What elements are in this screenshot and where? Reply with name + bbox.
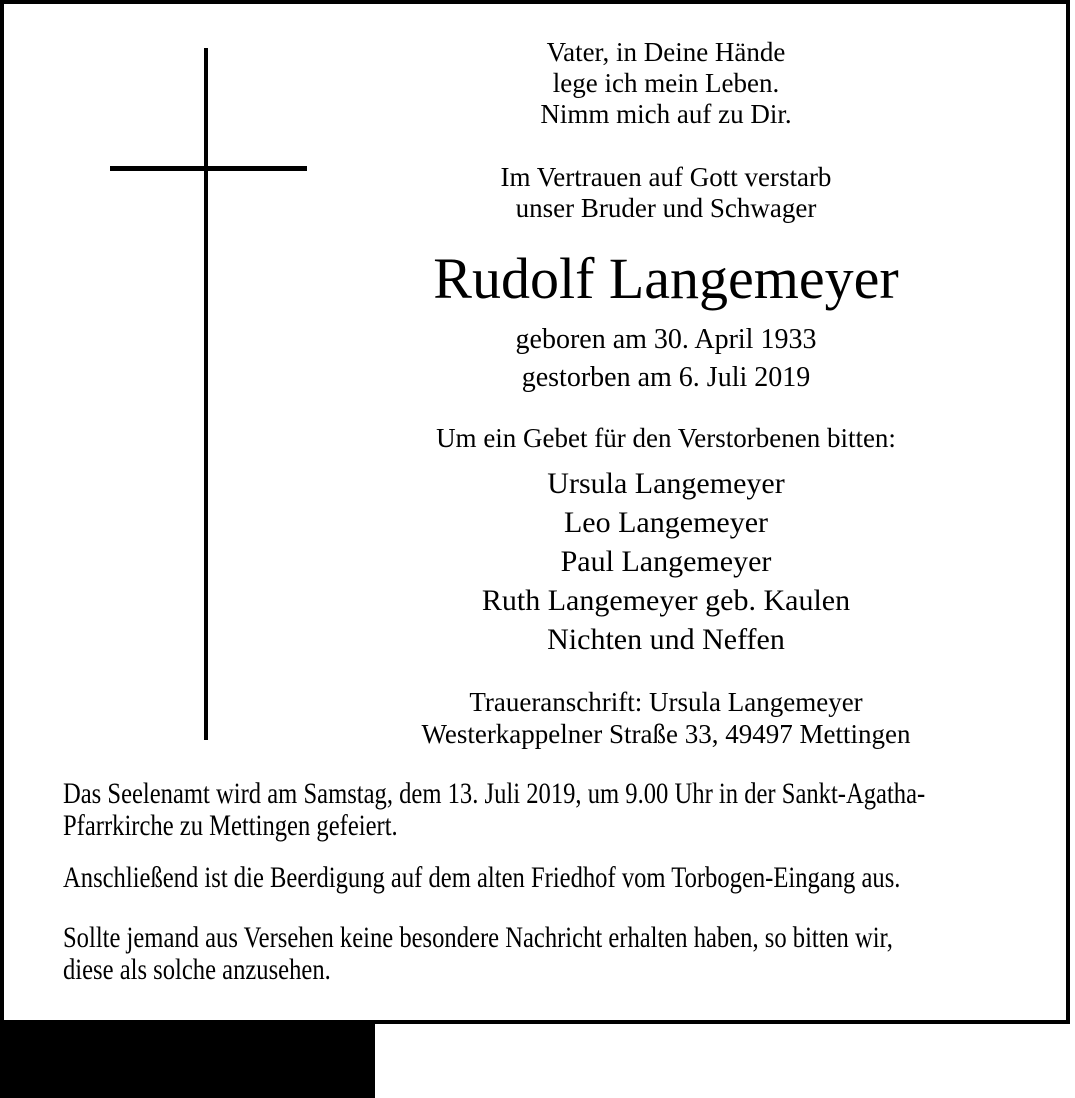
life-dates — [257, 321, 1075, 397]
service-info-paragraph — [63, 778, 1027, 842]
burial-info-line: Anschließend ist die Beerdigung auf dem alten Friedhof vom Torbogen-Eingang aus. — [63, 861, 901, 894]
mourner-name: Ursula Langemeyer — [547, 467, 785, 500]
notification-note-line: diese als solche anzusehen. — [63, 953, 331, 986]
service-info-line: Pfarrkirche zu Mettingen gefeiert. — [63, 809, 398, 842]
mourner-name: Nichten und Neffen — [547, 623, 785, 656]
mourning-address-line: Traueranschrift: Ursula Langemeyer — [469, 687, 863, 717]
deceased-name: Rudolf Langemeyer — [433, 246, 899, 311]
mourner-name: Leo Langemeyer — [563, 506, 769, 539]
ceremony-details — [63, 778, 1027, 986]
mourning-address — [257, 686, 1075, 750]
redaction-block — [0, 1020, 375, 1098]
intro-line: Im Vertrauen auf Gott verstarb — [500, 162, 832, 192]
mourner-name: Paul Langemeyer — [560, 545, 772, 578]
memorial-verse — [257, 37, 1075, 130]
notification-note-paragraph — [63, 922, 1027, 986]
burial-info-paragraph — [63, 862, 1027, 894]
mourners-list — [257, 464, 1075, 659]
verse-line: lege ich mein Leben. — [552, 68, 780, 98]
intro-line: unser Bruder und Schwager — [515, 193, 817, 223]
service-info-line: Das Seelenamt wird am Samstag, dem 13. Juli 2019, um 9.00 Uhr in der Sankt-Agatha- — [63, 777, 926, 810]
mourning-address-line: Westerkappelner Straße 33, 49497 Mettingen — [421, 719, 911, 749]
verse-line: Vater, in Deine Hände — [546, 37, 786, 67]
birth-date-line: geboren am 30. April 1933 — [515, 324, 817, 355]
notification-note-line: Sollte jemand aus Versehen keine besondere Nachricht erhalten haben, so bitten wir, — [63, 921, 893, 954]
verse-line: Nimm mich auf zu Dir. — [540, 99, 792, 129]
prayer-request-line: Um ein Gebet für den Verstorbenen bitten: — [436, 423, 896, 453]
intro-text — [257, 162, 1075, 224]
death-date-line: gestorben am 6. Juli 2019 — [521, 362, 811, 393]
cross-vertical-bar — [204, 48, 208, 740]
mourner-name: Ruth Langemeyer geb. Kaulen — [481, 584, 851, 617]
